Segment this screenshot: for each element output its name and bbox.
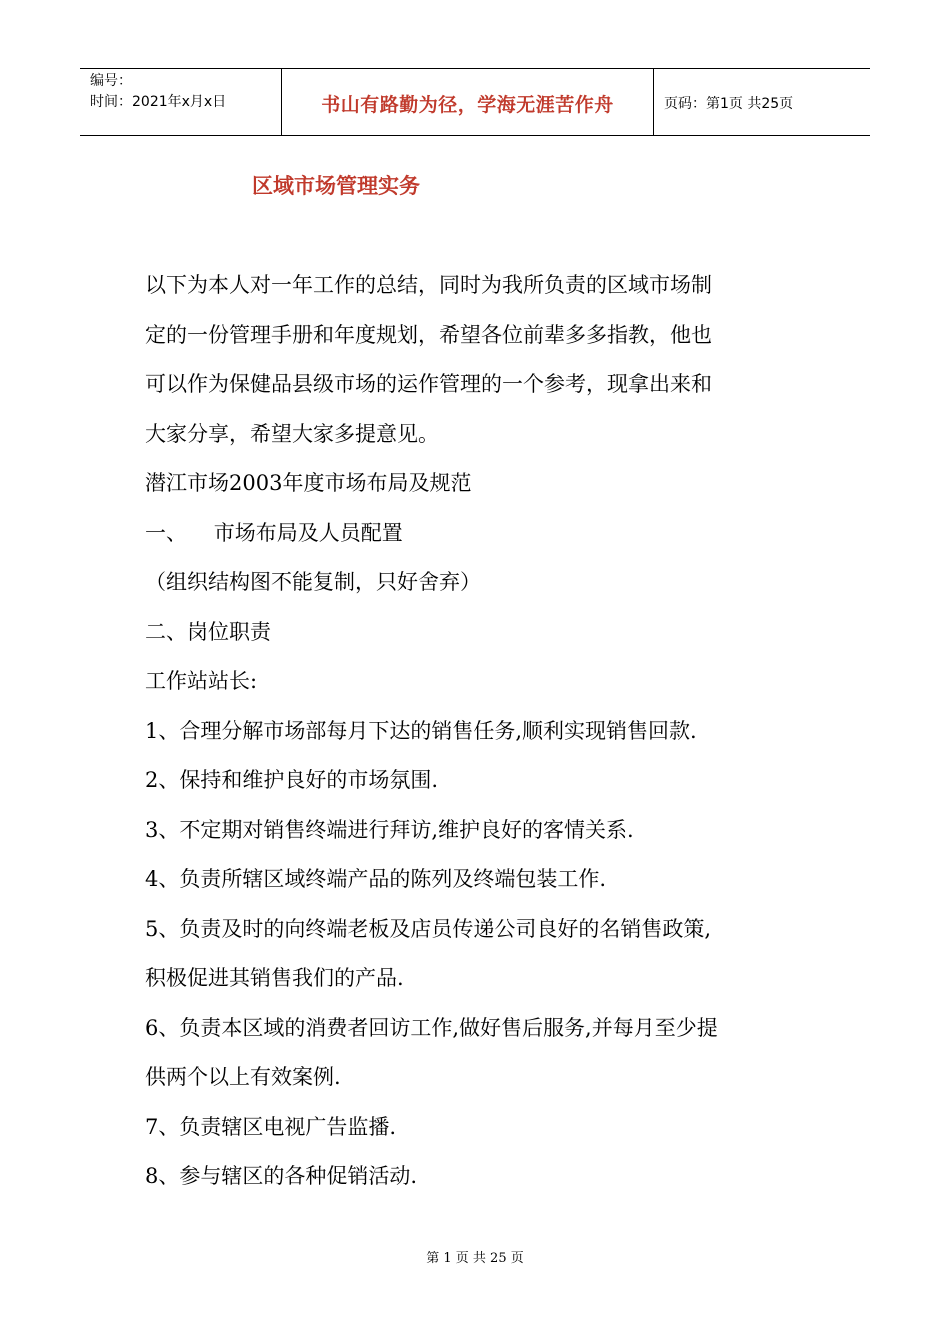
body-line: 1、合理分解市场部每月下达的销售任务,顺利实现销售回款. xyxy=(145,718,697,743)
body-line: 4、负责所辖区域终端产品的陈列及终端包装工作. xyxy=(145,867,607,891)
body-line: 大家分享，希望大家多提意见。 xyxy=(145,421,439,446)
document-title: 区域市场管理实务 xyxy=(252,174,420,198)
body-line: 5、负责及时的向终端老板及店员传递公司良好的名销售政策, xyxy=(145,916,712,941)
body-line: 定的一份管理手册和年度规划，希望各位前辈多多指教，他也 xyxy=(145,322,712,347)
body-line: 可以作为保健品县级市场的运作管理的一个参考，现拿出来和 xyxy=(145,372,712,396)
body-line: 一、 市场布局及人员配置 xyxy=(145,520,403,545)
body-line: 工作站站长: xyxy=(145,669,258,693)
body-line: 2、保持和维护良好的市场氛围. xyxy=(145,768,439,792)
body-line: 二、岗位职责 xyxy=(145,619,271,644)
number-label: 编号： xyxy=(90,73,132,89)
body-line: 3、不定期对销售终端进行拜访,维护良好的客情关系. xyxy=(145,817,634,842)
body-line: （组织结构图不能复制，只好舍弃） xyxy=(145,570,481,594)
document-body xyxy=(145,261,815,1202)
time-label: 时间：2021年x月x日 xyxy=(90,94,227,110)
body-line: 6、负责本区域的消费者回访工作,做好售后服务,并每月至少提 xyxy=(145,1015,718,1040)
page-info: 页码：第1页 共25页 xyxy=(664,96,794,112)
header-motto-cell xyxy=(282,69,654,135)
body-line: 以下为本人对一年工作的总结，同时为我所负责的区域市场制 xyxy=(145,273,712,297)
body-line: 供两个以上有效案例. xyxy=(145,1065,341,1089)
header-motto: 书山有路勤为径，学海无涯苦作舟 xyxy=(321,93,614,116)
body-line: 积极促进其销售我们的产品. xyxy=(145,966,404,990)
header-meta xyxy=(80,69,282,135)
document-header xyxy=(80,68,870,136)
body-line: 潜江市场2003年度市场布局及规范 xyxy=(145,471,472,495)
body-line: 8、参与辖区的各种促销活动. xyxy=(145,1164,418,1188)
header-page-info-cell xyxy=(654,69,870,135)
body-line: 7、负责辖区电视广告监播. xyxy=(145,1114,397,1139)
page-footer: 第 1 页 共 25 页 xyxy=(426,1251,524,1266)
